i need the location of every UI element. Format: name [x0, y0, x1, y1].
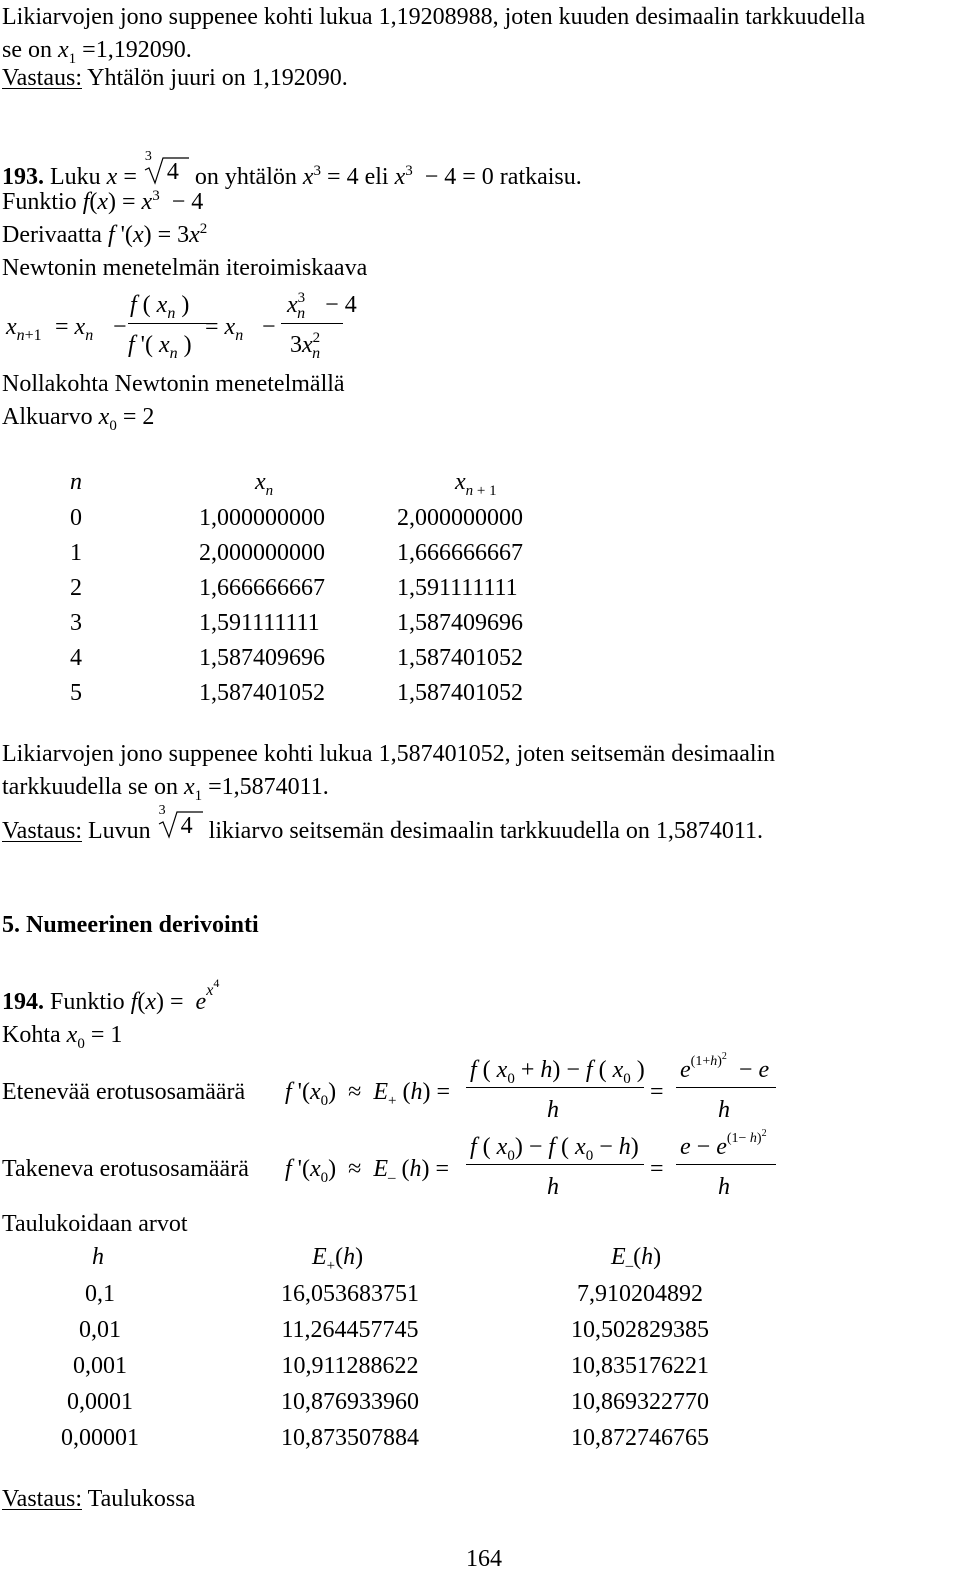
p194-tabulate-label: Taulukoidaan arvot: [2, 1211, 188, 1237]
section-heading: 5. Numeerinen derivointi: [2, 912, 259, 938]
table-cell: 0,1: [85, 1281, 115, 1307]
table-cell: 10,502829385: [571, 1317, 709, 1343]
table-cell: 16,053683751: [281, 1281, 419, 1307]
table-cell: 2: [70, 575, 82, 601]
table-cell: 1,591111111: [397, 575, 518, 601]
table-cell: 10,876933960: [281, 1389, 419, 1415]
table-cell: 1,666666667: [199, 575, 325, 601]
table-cell: 10,872746765: [571, 1425, 709, 1451]
table-cell: 1,666666667: [397, 540, 523, 566]
table-cell: 1,591111111: [199, 610, 320, 636]
table-cell: 2,000000000: [397, 505, 523, 531]
table-header-h: h: [92, 1244, 104, 1270]
p193-iteration-label: Newtonin menetelmän iteroimiskaava: [2, 255, 368, 281]
top-line2: se on $x_1 =1,192090$.: [2, 37, 192, 67]
cube-root: 3 4: [143, 160, 189, 184]
table-cell: 0,01: [79, 1317, 121, 1343]
answer-label: Vastaus:: [2, 1486, 82, 1512]
table-cell: 4: [70, 645, 82, 671]
p193-answer: Vastaus: Luvun 3 4 likiarvo seitsemän desimaalin tarkkuudella on 1,5874011.: [2, 803, 763, 844]
table-cell: 0,001: [73, 1353, 127, 1379]
p194-function: 194. Funktio $f(x) = e^{x4}$: [2, 976, 220, 1015]
cube-root: 3 4: [157, 814, 203, 838]
table-cell: 3: [70, 610, 82, 636]
table-cell: 1,587409696: [199, 645, 325, 671]
table-cell: 10,911288622: [281, 1353, 419, 1379]
table-cell: 7,910204892: [577, 1281, 703, 1307]
p193-function: Funktio $f(x) = x^3 - 4$: [2, 188, 204, 215]
table-cell: 5: [70, 680, 82, 706]
table-header-eminus: $E_-(h)$: [611, 1244, 662, 1274]
top-answer: Vastaus: Yhtälön juuri on 1,192090.: [2, 65, 348, 91]
p193-statement: 193. Luku x = 3 4 on yhtälön $x^3 = 4$ eli $x^3 - 4 = 0$ ratkaisu.: [2, 149, 582, 190]
p194-kohta: Kohta $x_0 = 1$: [2, 1022, 123, 1052]
table-cell: 1,000000000: [199, 505, 325, 531]
p193-alkuarvo: Alkuarvo $x_0 = 2$: [2, 404, 155, 434]
p193-conclusion2: tarkkuudella se on $x_1 =1,5874011$.: [2, 774, 329, 804]
table-cell: 10,873507884: [281, 1425, 419, 1451]
table-cell: 1,587409696: [397, 610, 523, 636]
table-cell: 1,587401052: [199, 680, 325, 706]
table-cell: 2,000000000: [199, 540, 325, 566]
top-line1: Likiarvojen jono suppenee kohti lukua 1,19208988, joten kuuden desimaalin tarkkuudella: [2, 4, 866, 30]
page-number: 164: [466, 1546, 502, 1572]
table-cell: 10,835176221: [571, 1353, 709, 1379]
table-cell: 0: [70, 505, 82, 531]
p193-derivative: Derivaatta f '$(x) = 3x^2$: [2, 221, 208, 248]
table-cell: 1,587401052: [397, 680, 523, 706]
problem-number: 194.: [2, 989, 44, 1015]
table-header-xn1: $x_n$ $_{+ 1}$: [455, 469, 497, 499]
table-header-xn: $x_n$: [255, 469, 274, 499]
table-cell: 0,0001: [67, 1389, 133, 1415]
problem-number: 193.: [2, 164, 44, 190]
p193-nollakohta: Nollakohta Newtonin menetelmällä: [2, 371, 345, 397]
table-cell: 0,00001: [61, 1425, 139, 1451]
radical-sign-icon: [143, 156, 189, 186]
answer-label: Vastaus:: [2, 818, 82, 844]
table-cell: 1,587401052: [397, 645, 523, 671]
table-header-n: n: [70, 469, 82, 495]
p193-conclusion1: Likiarvojen jono suppenee kohti lukua 1,587401052, joten seitsemän desimaalin: [2, 741, 776, 767]
table-cell: 10,869322770: [571, 1389, 709, 1415]
answer-label: Vastaus:: [2, 65, 82, 91]
radical-sign-icon: [157, 810, 203, 840]
table-cell: 11,264457745: [281, 1317, 419, 1343]
table-header-eplus: $E_+(h)$: [312, 1244, 364, 1274]
table-cell: 1: [70, 540, 82, 566]
p194-answer: Vastaus: Taulukossa: [2, 1486, 196, 1512]
